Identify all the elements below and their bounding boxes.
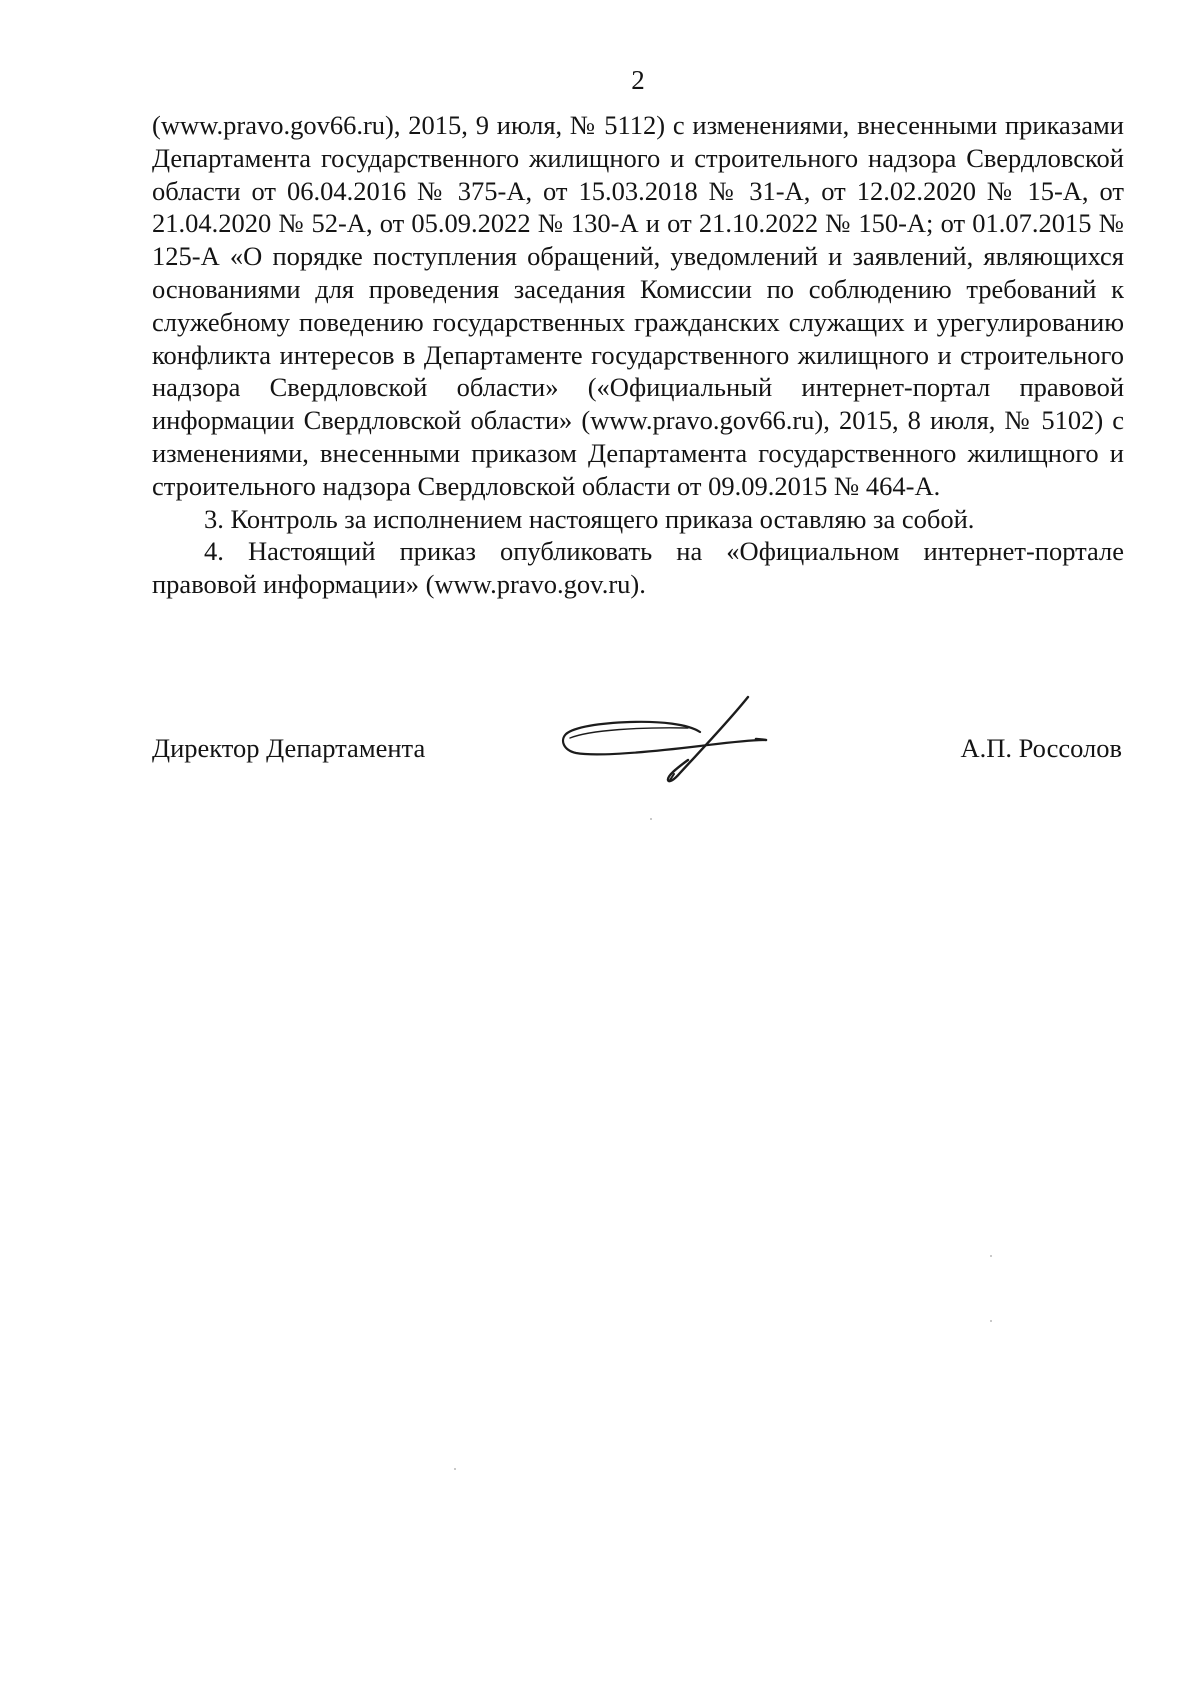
signature-block: [152, 676, 1124, 796]
document-body: [152, 109, 1124, 601]
handwritten-signature-icon: [550, 694, 790, 804]
signer-name: А.П. Россолов: [960, 733, 1122, 763]
page-number: 2: [631, 65, 645, 95]
paragraph-item-4: 4. Настоящий приказ опубликовать на «Официальном интернет-портале правовой информации» (www.pravo.gov.ru).: [152, 536, 1124, 600]
scan-speck: [454, 1468, 456, 1470]
paragraph-continuation: (www.pravo.gov66.ru), 2015, 9 июля, № 5112) с изменениями, внесенными приказами Департамента государственного жилищного и строительного надзора Свердловской области от 06.04.2016 № 375-А, от 15.03.2018 № 31-А, от 12.02.2020 № 15-А, от 21.04.2020 № 52-А, от 05.09.2022 № 130-А и от 21.10.2022 № 150-А; от 01.07.2015 № 125-А «О порядке поступления обращений, уведомлений и заявлений, являющихся основаниями для проведения заседания Комиссии по соблюдению требований к служебному поведению государственных гражданских служащих и урегулированию конфликта интересов в Департаменте государственного жилищного и строительного надзора Свердловской области» («Официальный интернет-портал правовой информации Свердловской области» (www.pravo.gov66.ru), 2015, 8 июля, № 5102) с изменениями, внесенными приказом Департамента государственного жилищного и строительного надзора Свердловской области от 09.09.2015 № 464-А.: [152, 110, 1124, 501]
signer-position: Директор Департамента: [152, 733, 426, 763]
scan-speck: [990, 1255, 992, 1257]
scan-speck: [650, 818, 652, 820]
scan-speck: [990, 1320, 992, 1322]
paragraph-item-3: 3. Контроль за исполнением настоящего приказа оставляю за собой.: [204, 503, 975, 534]
